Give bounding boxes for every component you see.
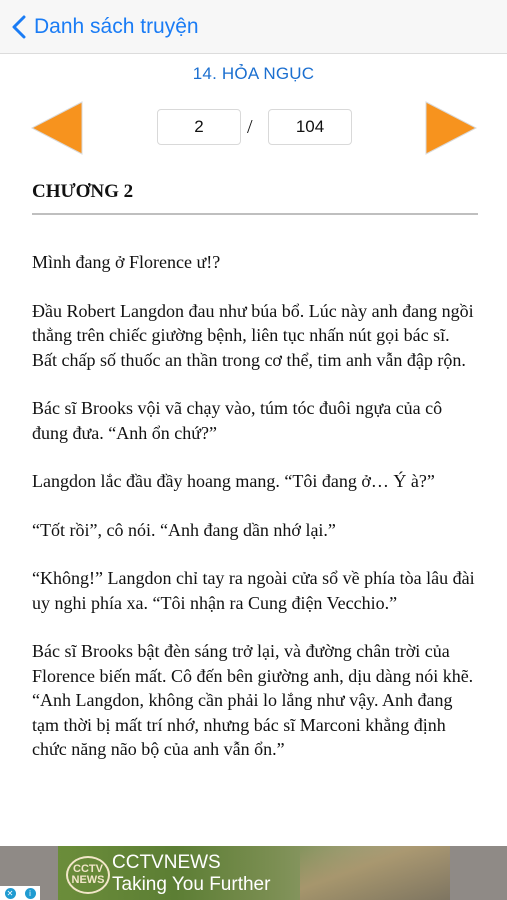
chapter-title: 14. HỎA NGỤC (192, 64, 315, 83)
next-page-button[interactable] (424, 100, 478, 161)
info-icon[interactable]: i (25, 888, 36, 899)
total-pages-field: 104 (268, 109, 352, 145)
page-separator: / (247, 116, 253, 138)
paragraph: Langdon lắc đầu đầy hoang mang. “Tôi đang ở… Ý à?” (32, 471, 435, 491)
cctv-logo: CCTV NEWS (66, 856, 110, 894)
divider (32, 213, 478, 215)
navigation-bar (0, 0, 507, 54)
great-wall-image (300, 846, 450, 900)
paragraph: Bác sĩ Brooks bật đèn sáng trở lại, và đường chân trời của Florence biến mất. Cô đến bên giường anh, dịu dàng nói khẽ. “Anh Langdon, không cần phải lo lắng như vậy. Anh đang tạm thời bị mất trí nhớ, nhưng bác sĩ Marconi khẳng định chức năng não bộ của anh vẫn ổn.” (32, 641, 474, 759)
ad-banner[interactable] (0, 846, 507, 900)
ad-tagline: Taking You Further (112, 874, 271, 895)
ad-headline: CCTVNEWS (112, 852, 221, 873)
chevron-left-icon (12, 15, 26, 39)
back-button-label: Danh sách truyện (34, 15, 199, 38)
ad-creative (58, 846, 450, 900)
paragraph: Đầu Robert Langdon đau như búa bổ. Lúc này anh đang ngồi thẳng trên chiếc giường bệnh, liên tục nhấn nút gọi bác sĩ. Bất chấp số thuốc an thần trong cơ thể, tim anh vẫn đập rộn. (32, 300, 474, 370)
back-button[interactable] (12, 10, 199, 44)
ad-choices[interactable] (0, 886, 40, 900)
arrow-right-icon (424, 100, 478, 156)
paragraph: “Tốt rồi”, cô nói. “Anh đang dần nhớ lại.” (32, 519, 336, 540)
paragraph: Bác sĩ Brooks vội vã chạy vào, túm tóc đuôi ngựa của cô đung đưa. “Anh ổn chứ?” (32, 398, 443, 443)
story-content (32, 250, 479, 786)
section-heading: CHƯƠNG 2 (32, 181, 134, 202)
close-icon[interactable]: ✕ (5, 888, 16, 899)
arrow-left-icon (30, 100, 84, 156)
previous-page-button[interactable] (30, 100, 84, 161)
current-page-field[interactable]: 2 (157, 109, 241, 145)
paragraph: Mình đang ở Florence ư!? (32, 252, 221, 272)
paragraph: “Không!” Langdon chỉ tay ra ngoài cửa sổ về phía tòa lâu đài uy nghi phía xa. “Tôi nhận ra Cung điện Vecchio.” (32, 568, 475, 613)
